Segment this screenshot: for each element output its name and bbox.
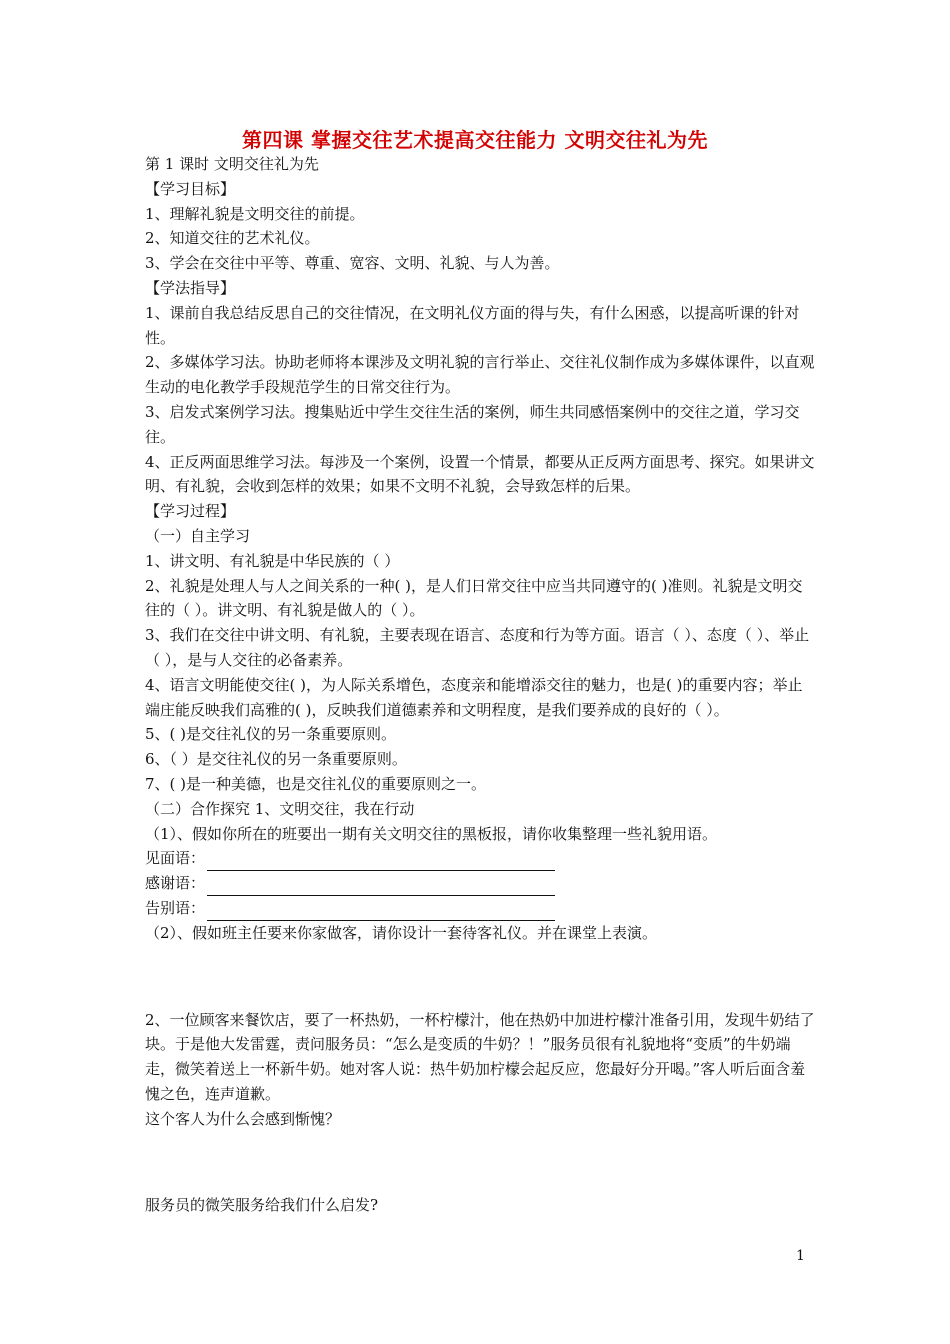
fill-blank-item: 5、( )是交往礼仪的另一条重要原则。 bbox=[145, 725, 397, 744]
goal-item: 3、学会在交往中平等、尊重、宽容、文明、礼貌、与人为善。 bbox=[145, 254, 560, 273]
answer-space bbox=[145, 946, 815, 1008]
section-heading-methods: 【学法指导】 bbox=[145, 278, 236, 297]
method-item: 2、多媒体学习法。协助老师将本课涉及文明礼貌的言行举止、交往礼仪制作成为多媒体课件，以直观生动的电化教学手段规范学生的日常交往行为。 bbox=[145, 353, 815, 397]
section-heading-goals: 【学习目标】 bbox=[145, 179, 236, 198]
answer-line[interactable] bbox=[207, 878, 555, 896]
question-2: （2）、假如班主任要来你家做客，请你设计一套待客礼仪。并在课堂上表演。 bbox=[145, 923, 658, 942]
question-1: （1）、假如你所在的班要出一期有关文明交往的黑板报，请你收集整理一些礼貌用语。 bbox=[145, 824, 718, 843]
fill-blank-item: 3、我们在交往中讲文明、有礼貌，主要表现在语言、态度和行为等方面。语言（ ）、态度（ ）、举止（ ），是与人交往的必备素养。 bbox=[145, 626, 810, 669]
part1-heading: （一）自主学习 bbox=[145, 526, 251, 545]
fill-blank-item: 2、礼貌是处理人与人之间关系的一种( )，是人们日常交往中应当共同遵守的( )准则。礼貌是文明交往的（ ）。讲文明、有礼貌是做人的（ ）。 bbox=[145, 576, 803, 620]
case-study-2: 2、一位顾客来餐饮店，要了一杯热奶，一杯柠檬汁，他在热奶中加进柠檬汁准备引用，发现牛奶结了块。于是他大发雷霆，责问服务员：“怎么是变质的牛奶？！”服务员很有礼貌地将“变质”的牛奶端走，微笑着送上一杯新牛奶。她对客人说：热牛奶加柠檬会起反应，您最好分开喝。”客人听后面含羞愧之色，连声道歉。 bbox=[145, 1010, 815, 1103]
goal-item: 1、理解礼貌是文明交往的前提。 bbox=[145, 204, 365, 223]
answer-space bbox=[145, 1131, 815, 1193]
section-heading-process: 【学习过程】 bbox=[145, 502, 236, 521]
part2-heading: （二）合作探究 1、文明交往，我在行动 bbox=[145, 799, 415, 818]
method-item: 1、课前自我总结反思自己的交往情况，在文明礼仪方面的得与失，有什么困惑，以提高听课的针对性。 bbox=[145, 303, 800, 347]
lesson-period: 第 1 课时 文明交往礼为先 bbox=[145, 155, 319, 173]
answer-line[interactable] bbox=[207, 903, 555, 921]
case-question-b: 服务员的微笑服务给我们什么启发? bbox=[145, 1196, 379, 1215]
document-body bbox=[145, 152, 815, 1218]
fill-label: 见面语： bbox=[145, 849, 206, 868]
lesson-title: 第四课 掌握交往艺术提高交往能力 文明交往礼为先 bbox=[242, 128, 708, 152]
goal-item: 2、知道交往的艺术礼仪。 bbox=[145, 229, 320, 248]
fill-blank-item: 7、( )是一种美德，也是交往礼仪的重要原则之一。 bbox=[145, 774, 487, 793]
page-number: 1 bbox=[796, 1248, 805, 1264]
farewell-fill-row bbox=[145, 896, 815, 921]
greeting-fill-row bbox=[145, 846, 815, 871]
fill-blank-item: 1、讲文明、有礼貌是中华民族的（ ） bbox=[145, 551, 400, 570]
fill-label: 感谢语： bbox=[145, 874, 206, 893]
answer-line[interactable] bbox=[207, 853, 555, 871]
fill-blank-item: 6、（ ）是交往礼仪的另一条重要原则。 bbox=[145, 750, 407, 769]
fill-blank-item: 4、语言文明能使交往( )，为人际关系增色，态度亲和能增添交往的魅力，也是( )的重要内容；举止端庄能反映我们高雅的( )，反映我们道德素养和文明程度，是我们要养成的良好的（ ）。 bbox=[145, 675, 803, 719]
case-question-a: 这个客人为什么会感到惭愧？ bbox=[145, 1109, 341, 1128]
fill-label: 告别语： bbox=[145, 898, 206, 917]
method-item: 3、启发式案例学习法。搜集贴近中学生交往生活的案例，师生共同感悟案例中的交往之道，学习交往。 bbox=[145, 402, 800, 446]
thanks-fill-row bbox=[145, 871, 815, 896]
method-item: 4、正反两面思维学习法。每涉及一个案例，设置一个情景，都要从正反两方面思考、探究。如果讲文明、有礼貌，会收到怎样的效果；如果不文明不礼貌，会导致怎样的后果。 bbox=[145, 452, 815, 496]
